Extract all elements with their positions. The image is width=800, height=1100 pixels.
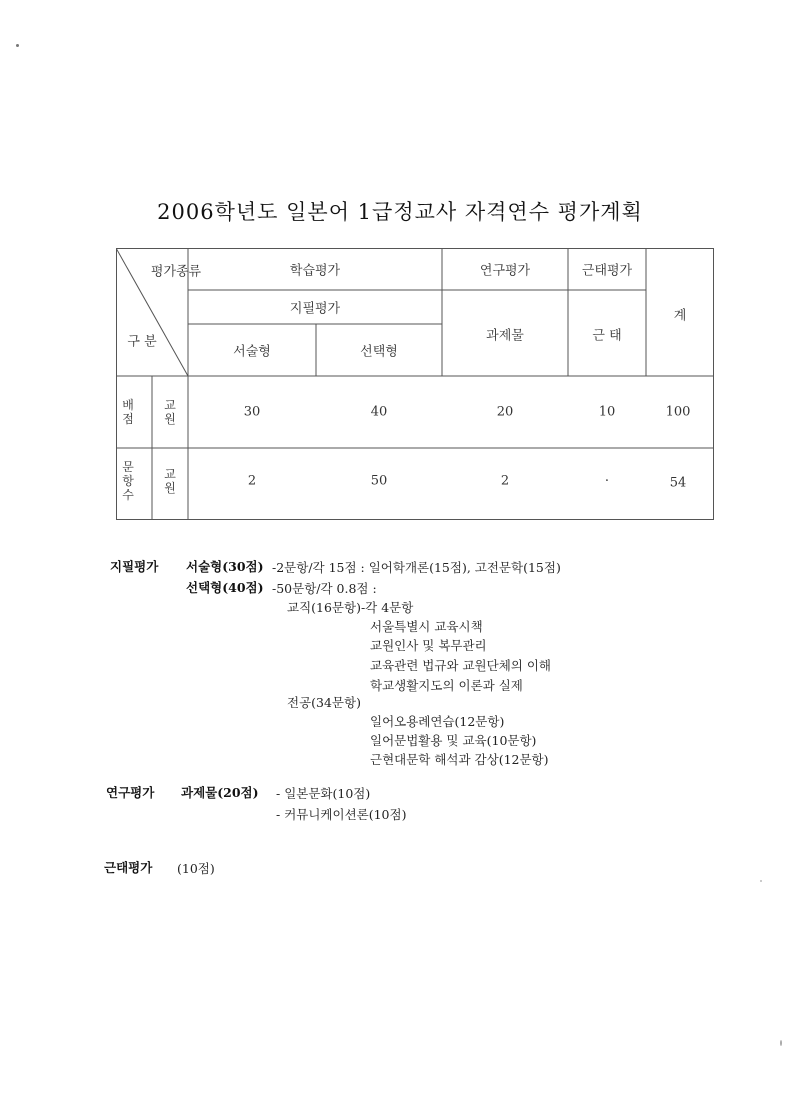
document-title: 2006학년도 일본어 1급정교사 자격연수 평가계획	[157, 200, 643, 224]
research-heading: 과제물(20점)	[181, 785, 259, 800]
scan-speck	[780, 1040, 782, 1046]
count-multiple-choice: 50	[370, 473, 388, 489]
major-heading: 전공(34문항)	[287, 695, 361, 710]
scan-speck	[760, 880, 762, 882]
essay-detail: -2문항/각 15점 : 일어학개론(15점), 고전문학(15점)	[272, 560, 561, 575]
mc-heading: 선택형(40점)	[186, 580, 264, 595]
essay-heading: 서술형(30점)	[186, 559, 264, 574]
header-attendance: 근 태	[592, 328, 622, 344]
teaching-heading: 교직(16문항)-각 4문항	[287, 600, 414, 615]
teaching-item: 학교생활지도의 이론과 실제	[370, 678, 523, 693]
header-research-eval: 연구평가	[479, 263, 531, 279]
count-total: 54	[669, 475, 687, 491]
count-attendance: ·	[604, 473, 610, 489]
research-item: - 커뮤니케이션론(10점)	[276, 807, 407, 822]
major-item: 일어문법활용 및 교육(10문항)	[370, 733, 537, 748]
points-assignment: 20	[496, 404, 514, 420]
header-written-eval: 지필평가	[289, 301, 341, 317]
row-sublabel-teacher: 교원	[164, 467, 176, 495]
header-essay: 서술형	[233, 344, 271, 360]
header-total: 계	[673, 308, 687, 324]
points-essay: 30	[243, 404, 261, 420]
major-item: 일어오용례연습(12문항)	[370, 714, 505, 729]
points-attendance: 10	[598, 404, 616, 420]
row-label-item-count: 문항수	[122, 460, 134, 502]
header-assignment: 과제물	[486, 328, 524, 344]
written-eval-label: 지필평가	[110, 559, 159, 574]
evaluation-table	[116, 248, 714, 520]
row-label-points: 배점	[122, 398, 134, 426]
scan-speck	[16, 44, 19, 47]
points-multiple-choice: 40	[370, 404, 388, 420]
points-total: 100	[665, 404, 691, 420]
attendance-eval-label: 근태평가	[104, 860, 153, 875]
header-attendance-eval: 근태평가	[581, 263, 633, 279]
research-eval-label: 연구평가	[106, 785, 155, 800]
header-multiple-choice: 선택형	[360, 344, 398, 360]
table-grid	[116, 248, 714, 520]
header-learning-eval: 학습평가	[289, 263, 341, 279]
mc-detail: -50문항/각 0.8점 :	[272, 581, 377, 596]
row-sublabel-teacher: 교원	[164, 398, 176, 426]
header-category: 구 분	[127, 334, 157, 350]
major-item: 근현대문학 해석과 감상(12문항)	[370, 752, 549, 767]
research-item: - 일본문화(10점)	[276, 786, 371, 801]
teaching-item: 교원인사 및 복무관리	[370, 638, 487, 653]
count-assignment: 2	[500, 473, 510, 489]
count-essay: 2	[247, 473, 257, 489]
teaching-item: 교육관련 법규와 교원단체의 이해	[370, 658, 551, 673]
header-eval-type: 평가종류	[150, 264, 202, 280]
teaching-item: 서울특별시 교육시책	[370, 619, 483, 634]
attendance-points: (10점)	[177, 861, 215, 876]
